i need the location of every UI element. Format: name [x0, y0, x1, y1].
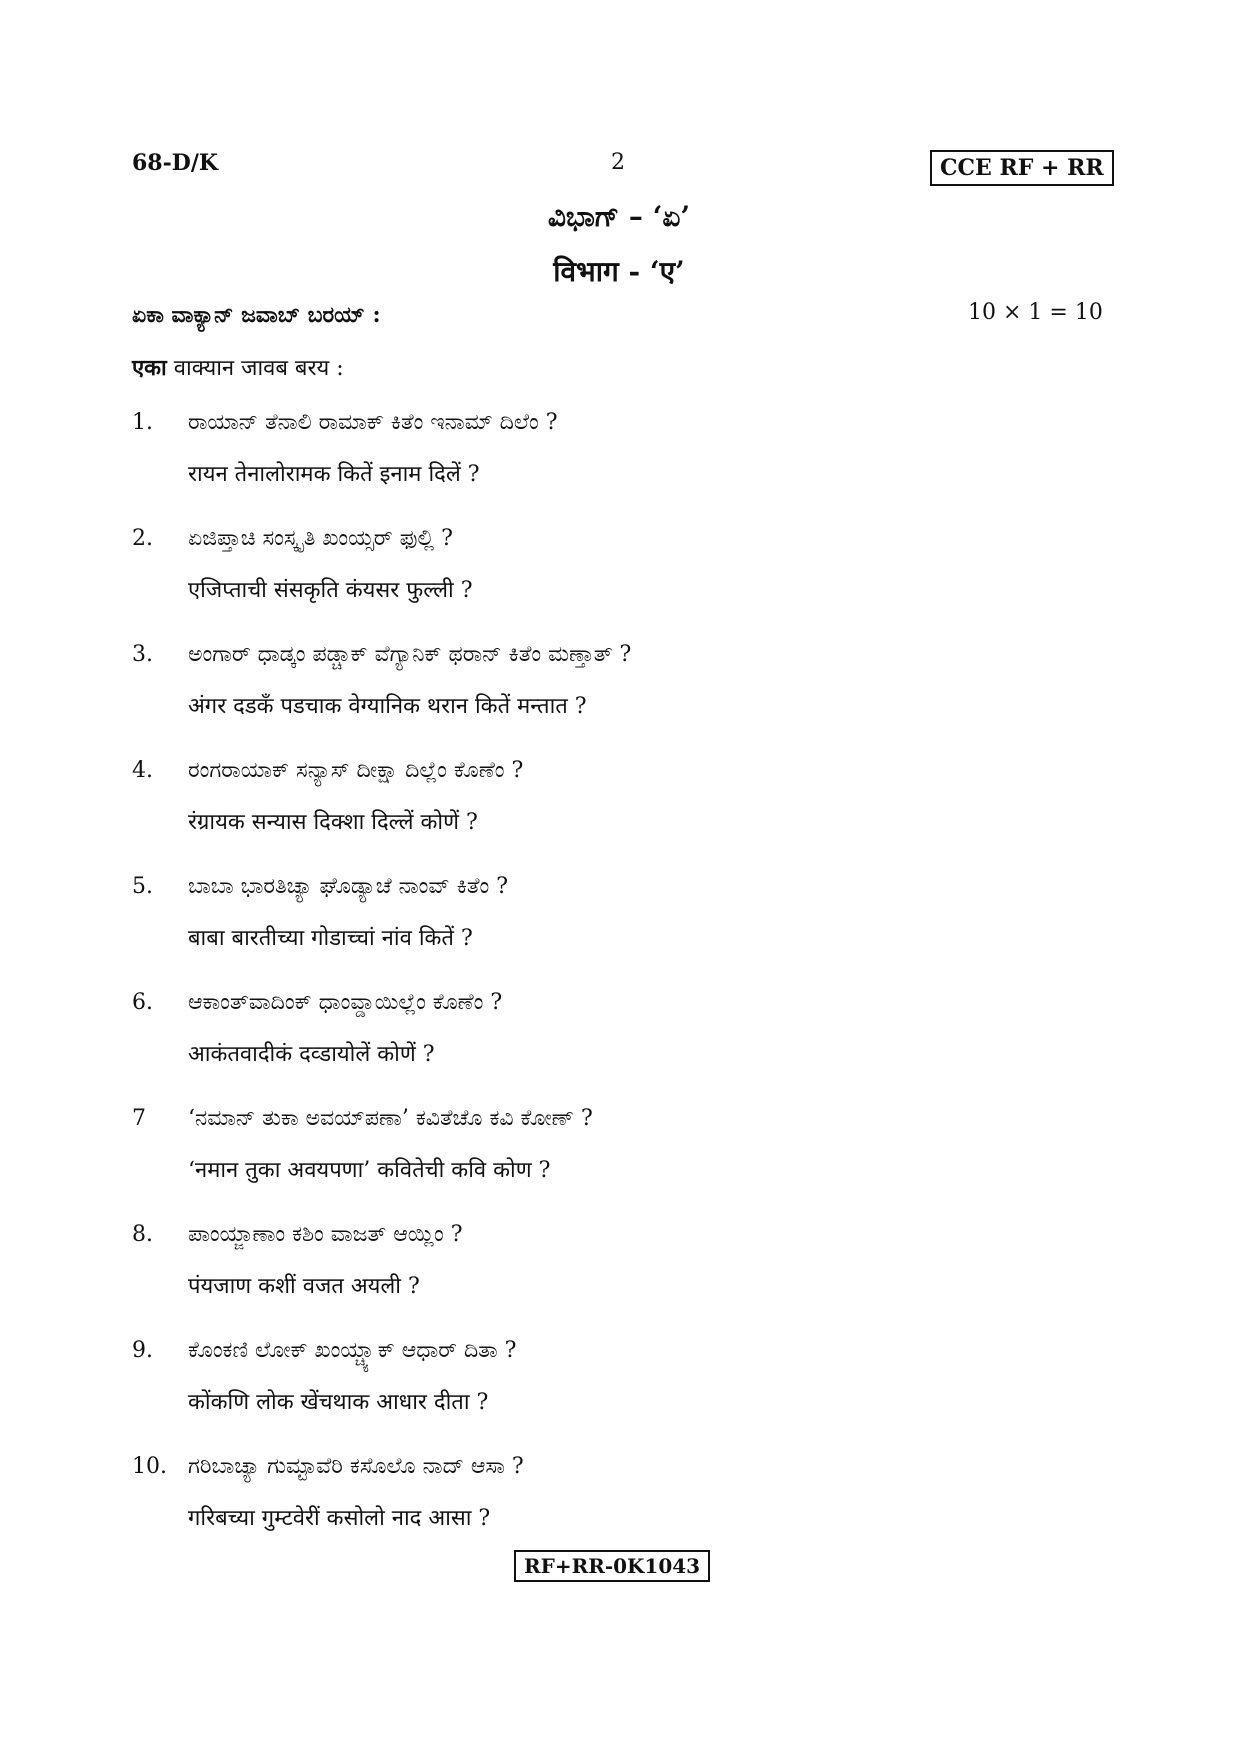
paper-code-box: CCE RF + RR [930, 150, 1114, 186]
instruction-devanagari-rest: वाक्यान जावब बरय : [166, 356, 344, 381]
question-text-devanagari: एजिप्ताची संसकृति कंयसर फुल्ली ? [188, 578, 473, 603]
question-text-kannada: ಪಾಂಯ್ಜಾಣಾಂ ಕಶಿಂ ವಾಜತ್ ಆಯ್ಲಿಂ ? [188, 1222, 463, 1247]
footer-code-box: RF+RR-0K1043 [514, 1550, 710, 1582]
question-item [132, 758, 1112, 874]
instruction-kannada: ಏಕಾ ವಾಕ್ಯಾನ್ ಜವಾಬ್ ಬರಯ್ : [132, 302, 381, 328]
question-item [132, 990, 1112, 1106]
instruction-devanagari [132, 352, 344, 382]
question-text-devanagari: रायन तेनालोरामक कितें इनाम दिलें ? [188, 462, 480, 487]
question-text-devanagari: कोंकणि लोक खेंचथाक आधार दीता ? [188, 1390, 489, 1415]
question-item [132, 1106, 1112, 1222]
question-text-kannada: ರಾಯಾನ್ ತೆನಾಲಿ ರಾಮಾಕ್ ಕಿತೆಂ ಇನಾಮ್ ದಿಲೆಂ ? [188, 410, 558, 435]
question-text-devanagari: अंगर दडकँ पडचाक वेग्यानिक थरान कितें मन्तात ? [188, 694, 587, 719]
question-text-kannada: ಬಾಬಾ ಭಾರತಿಚ್ಯಾ ಘೊಡ್ಯಾಚೆ ನಾಂವ್ ಕಿತೆಂ ? [188, 874, 509, 899]
question-item [132, 1222, 1112, 1338]
question-list [132, 410, 1112, 1570]
question-text-devanagari: रंग्रायक सन्यास दिक्शा दिल्लें कोणें ? [188, 810, 478, 835]
document-code: 68-D/K [132, 150, 218, 176]
instruction-devanagari-bold: एका [132, 355, 167, 381]
question-text-kannada: ರಂಗರಾಯಾಕ್ ಸನ್ಯಾಸ್ ದೀಕ್ಷಾ ದಿಲ್ಲೆಂ ಕೊಣೆಂ ? [188, 758, 524, 783]
question-number: 1. [132, 410, 153, 435]
question-text-kannada: ಏಜಿಪ್ತಾಚಿ ಸಂಸ್ಕೃತಿ ಖಂಯ್ಸರ್ ಫುಲ್ಲಿ ? [188, 526, 453, 551]
question-text-kannada: ಕೊಂಕಣಿ ಲೋಕ್ ಖಂಯ್ಚ್ಯಾಕ್ ಆಧಾರ್ ದಿತಾ ? [188, 1338, 517, 1363]
question-number: 6. [132, 990, 153, 1015]
question-item [132, 642, 1112, 758]
question-number: 10. [132, 1454, 167, 1479]
question-text-kannada: ‘ನಮಾನ್ ತುಕಾ ಅವಯ್‌ಪಣಾ’ ಕವಿತೆಚೊ ಕವಿ ಕೋಣ್ ? [188, 1106, 593, 1131]
question-item [132, 410, 1112, 526]
question-number: 3. [132, 642, 153, 667]
marks-allocation: 10 × 1 = 10 [968, 300, 1103, 325]
question-text-devanagari: आकंतवादीकं दव्डायोलें कोणें ? [188, 1042, 435, 1067]
question-text-devanagari: ‘नमान तुका अवयपणा’ कवितेची कवि कोण ? [188, 1158, 551, 1183]
question-number: 5. [132, 874, 153, 899]
question-number: 4. [132, 758, 153, 783]
question-text-devanagari: गरिबच्या गुम्टवेरीं कसोलो नाद आसा ? [188, 1506, 491, 1531]
page-number: 2 [611, 150, 625, 175]
question-item [132, 526, 1112, 642]
question-item [132, 874, 1112, 990]
question-number: 9. [132, 1338, 153, 1363]
section-title-devanagari: विभाग - ‘ए’ [553, 255, 685, 288]
question-text-kannada: ಗರಿಬಾಚ್ಯಾ ಗುಮ್ಟಾವೆರಿ ಕಸೊಲೊ ನಾದ್ ಆಸಾ ? [188, 1454, 524, 1479]
question-number: 2. [132, 526, 153, 551]
question-text-kannada: ಅಂಗಾರ್ ಧಾಡ್ಕಂ ಪಡ್ಚಾಕ್ ವೆಗ್ಯಾನಿಕ್ ಥರಾನ್ ಕಿತೆಂ ಮಣ್ತಾತ್ ? [188, 642, 632, 667]
question-item [132, 1338, 1112, 1454]
question-text-devanagari: पंयजाण कशीं वजत अयली ? [188, 1274, 420, 1299]
question-text-kannada: ಆಕಾಂತ್‌ವಾದಿಂಕ್ ಧಾಂವ್ಡಾಯಿಲ್ಲೆಂ ಕೊಣೆಂ ? [188, 990, 503, 1015]
question-number: 8. [132, 1222, 153, 1247]
question-number: 7 [132, 1106, 146, 1131]
section-title-kannada: ವಿಭಾಗ್ – ‘ಏ’ [547, 200, 691, 233]
question-text-devanagari: बाबा बारतीच्या गोडाच्चां नांव कितें ? [188, 926, 473, 951]
